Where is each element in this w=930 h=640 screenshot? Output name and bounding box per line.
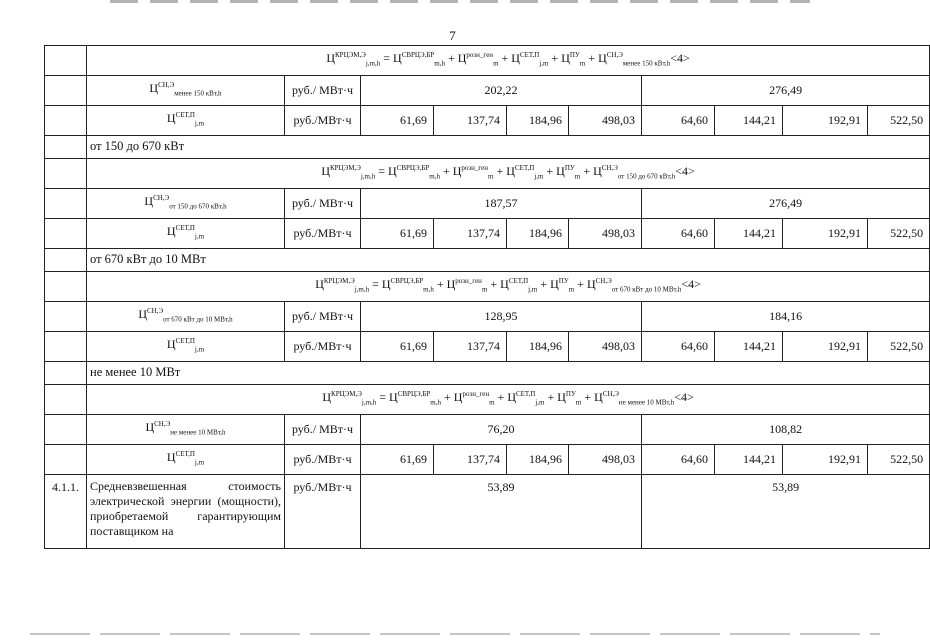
row-label: $Ц^{СЕТ,П}_{j,m}$ (87, 332, 285, 362)
price-formula: $Ц^{КРЦЭМ,Э}_{j,m,h} = Ц^{СВРЦЭ,БР}_{m,h} + Ц^{розн\_ген}_m + Ц^{СЕТ,П}_{j,m} + Ц^{ПУ}_m + Ц^{СН,Э}_{от 670 кВт до 10 МВт,h}<4>$ (87, 272, 930, 302)
value-cell: 61,69 (361, 445, 434, 475)
value-cell: 192,91 (783, 106, 868, 136)
scan-bottom-edge (30, 633, 880, 635)
value-cell: 137,74 (434, 332, 507, 362)
value-cell: 202,22 (361, 76, 642, 106)
section-title-row (45, 249, 930, 272)
value-cell: 64,60 (642, 445, 715, 475)
value-cell: 64,60 (642, 332, 715, 362)
number-cell (45, 136, 87, 159)
value-cell: 187,57 (361, 189, 642, 219)
table-body (45, 46, 930, 549)
number-cell (45, 189, 87, 219)
value-cell: 498,03 (569, 332, 642, 362)
item-description: Средневзвешенная стоимость электрической энергии (мощности), приобретаемой гарантирующим поставщиком на (87, 475, 285, 549)
value-cell: 137,74 (434, 445, 507, 475)
network-tariff-row (45, 332, 930, 362)
value-cell: 61,69 (361, 106, 434, 136)
price-formula: $Ц^{КРЦЭМ,Э}_{j,m,h} = Ц^{СВРЦЭ,БР}_{m,h} + Ц^{розн\_ген}_m + Ц^{СЕТ,П}_{j,m} + Ц^{ПУ}_m + Ц^{СН,Э}_{от 150 до 670 кВт,h}<4>$ (87, 159, 930, 189)
value-cell: 276,49 (642, 76, 930, 106)
unit-cell: руб./МВт·ч (285, 475, 361, 549)
section-title: не менее 10 МВт (87, 362, 930, 385)
number-cell (45, 385, 87, 415)
value-cell: 522,50 (868, 445, 930, 475)
value-cell: 108,82 (642, 415, 930, 445)
value-cell: 184,16 (642, 302, 930, 332)
value-cell: 144,21 (715, 445, 783, 475)
section-title: от 670 кВт до 10 МВт (87, 249, 930, 272)
unit-cell: руб./ МВт·ч (285, 415, 361, 445)
row-label: $Ц^{СЕТ,П}_{j,m}$ (87, 445, 285, 475)
value-cell: 128,95 (361, 302, 642, 332)
value-cell: 137,74 (434, 106, 507, 136)
network-tariff-row (45, 445, 930, 475)
row-label: $Ц^{СН,Э}_{не менее 10 МВт,h}$ (87, 415, 285, 445)
number-cell (45, 219, 87, 249)
sales-markup-row (45, 189, 930, 219)
number-cell (45, 445, 87, 475)
tariff-table (44, 45, 930, 549)
value-cell: 53,89 (361, 475, 642, 549)
number-cell (45, 332, 87, 362)
value-cell: 498,03 (569, 219, 642, 249)
number-cell (45, 106, 87, 136)
formula-row (45, 272, 930, 302)
value-cell: 498,03 (569, 445, 642, 475)
number-cell (45, 76, 87, 106)
unit-cell: руб./МВт·ч (285, 332, 361, 362)
sales-markup-row (45, 302, 930, 332)
unit-cell: руб./МВт·ч (285, 219, 361, 249)
section-title: от 150 до 670 кВт (87, 136, 930, 159)
row-label: $Ц^{СН,Э}_{менее 150 кВт,h}$ (87, 76, 285, 106)
value-cell: 64,60 (642, 106, 715, 136)
row-label: $Ц^{СЕТ,П}_{j,m}$ (87, 106, 285, 136)
number-cell (45, 302, 87, 332)
formula-row (45, 159, 930, 189)
row-label: $Ц^{СН,Э}_{от 670 кВт до 10 МВт,h}$ (87, 302, 285, 332)
price-formula: $Ц^{КРЦЭМ,Э}_{j,m,h} = Ц^{СВРЦЭ,БР}_{m,h} + Ц^{розн\_ген}_m + Ц^{СЕТ,П}_{j,m} + Ц^{ПУ}_m + Ц^{СН,Э}_{не менее 10 МВт,h}<4>$ (87, 385, 930, 415)
row-label: $Ц^{СЕТ,П}_{j,m}$ (87, 219, 285, 249)
number-cell (45, 249, 87, 272)
value-cell: 192,91 (783, 445, 868, 475)
page-number: 7 (449, 28, 456, 43)
value-cell: 184,96 (507, 445, 569, 475)
value-cell: 184,96 (507, 332, 569, 362)
value-cell: 76,20 (361, 415, 642, 445)
value-cell: 137,74 (434, 219, 507, 249)
value-cell: 144,21 (715, 106, 783, 136)
sales-markup-row (45, 76, 930, 106)
value-cell: 184,96 (507, 219, 569, 249)
unit-cell: руб./ МВт·ч (285, 189, 361, 219)
unit-cell: руб./ МВт·ч (285, 302, 361, 332)
value-cell: 61,69 (361, 219, 434, 249)
value-cell: 276,49 (642, 189, 930, 219)
network-tariff-row (45, 106, 930, 136)
network-tariff-row (45, 219, 930, 249)
number-cell (45, 415, 87, 445)
number-cell (45, 46, 87, 76)
value-cell: 61,69 (361, 332, 434, 362)
number-cell (45, 272, 87, 302)
formula-row (45, 46, 930, 76)
number-cell (45, 362, 87, 385)
value-cell: 192,91 (783, 332, 868, 362)
section-title-row (45, 136, 930, 159)
value-cell: 64,60 (642, 219, 715, 249)
value-cell: 498,03 (569, 106, 642, 136)
value-cell: 184,96 (507, 106, 569, 136)
section-title-row (45, 362, 930, 385)
value-cell: 522,50 (868, 332, 930, 362)
sales-markup-row (45, 415, 930, 445)
unit-cell: руб./ МВт·ч (285, 76, 361, 106)
unit-cell: руб./МВт·ч (285, 445, 361, 475)
number-cell (45, 159, 87, 189)
value-cell: 192,91 (783, 219, 868, 249)
item-row (45, 475, 930, 549)
value-cell: 522,50 (868, 219, 930, 249)
value-cell: 144,21 (715, 219, 783, 249)
row-label: $Ц^{СН,Э}_{от 150 до 670 кВт,h}$ (87, 189, 285, 219)
scan-top-edge (110, 0, 810, 3)
value-cell: 144,21 (715, 332, 783, 362)
formula-row (45, 385, 930, 415)
price-formula: $Ц^{КРЦЭМ,Э}_{j,m,h} = Ц^{СВРЦЭ,БР}_{m,h} + Ц^{розн\_ген}_m + Ц^{СЕТ,П}_{j,m} + Ц^{ПУ}_m + Ц^{СН,Э}_{менее 150 кВт,h}<4>$ (87, 46, 930, 76)
value-cell: 522,50 (868, 106, 930, 136)
value-cell: 53,89 (642, 475, 930, 549)
item-number: 4.1.1. (45, 475, 87, 549)
unit-cell: руб./МВт·ч (285, 106, 361, 136)
